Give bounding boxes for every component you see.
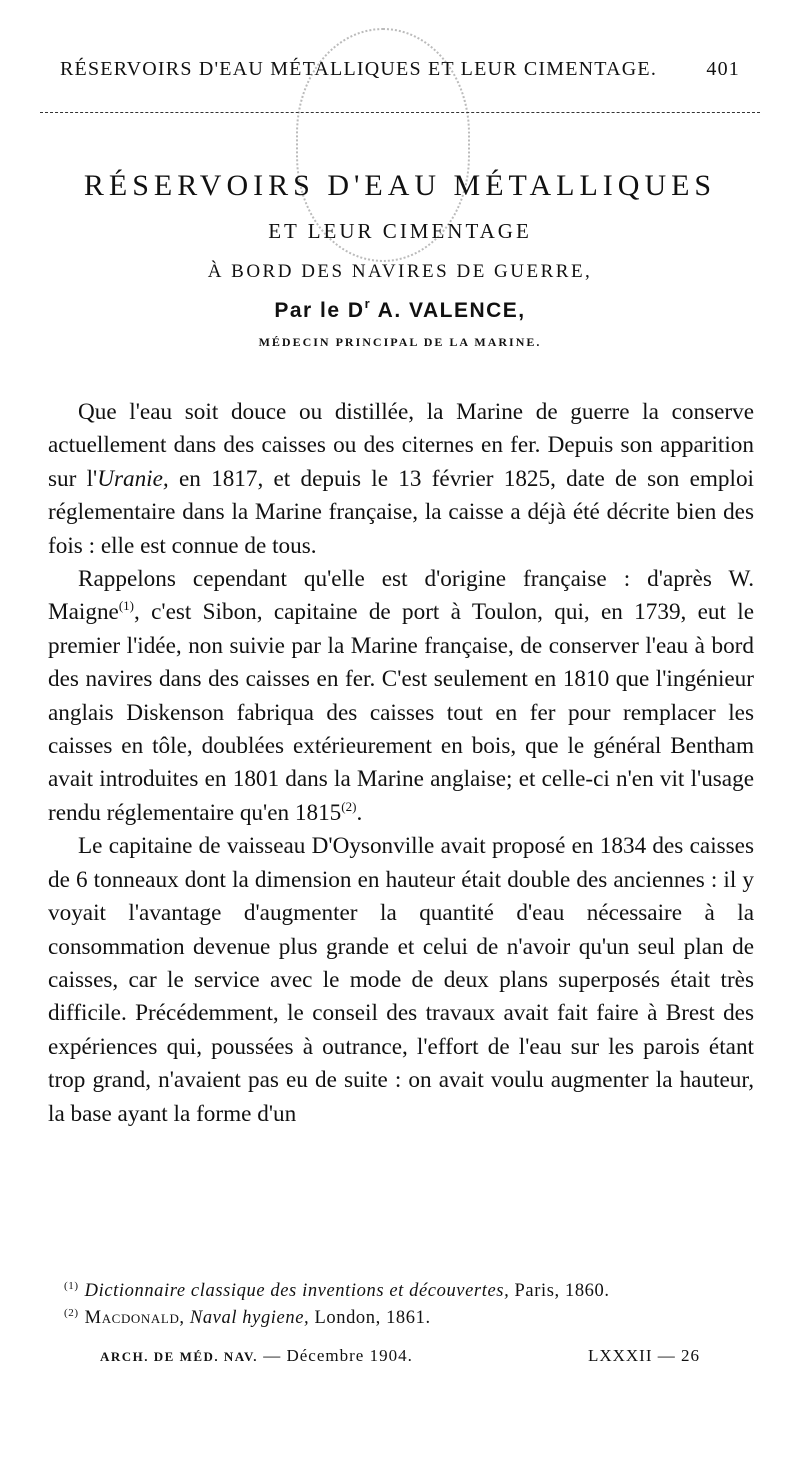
footnote-ref-2: (2) bbox=[341, 798, 357, 814]
running-head bbox=[60, 58, 740, 81]
footnote-1 bbox=[64, 1278, 740, 1305]
imprint-line bbox=[100, 1346, 700, 1366]
running-head-title: RÉSERVOIRS D'EAU MÉTALLIQUES ET LEUR CIMENTAGE. bbox=[60, 58, 658, 80]
paragraph-1-text-a: Que l'eau soit douce ou distillée, la Marine de guerre la conserve actuellement dans des caisses ou des citernes en fer. Depuis son apparition sur l' bbox=[48, 399, 754, 492]
footnotes bbox=[64, 1278, 740, 1332]
footnote-ref-1: (1) bbox=[118, 598, 135, 614]
footnote-1-rest: Paris, 1860. bbox=[509, 1281, 610, 1301]
footnote-2-title: Naval hygiene, bbox=[184, 1308, 310, 1328]
paragraph-2-text-a: Rappelons cependant qu'elle est d'origine française : d'après W. Maigne bbox=[48, 566, 754, 626]
article-title-block bbox=[40, 168, 760, 350]
paragraph-2-text-b: , c'est Sibon, capitaine de port à Toulon, qui, en 1739, eut le premier l'idée, non suivie par la Marine française, de conserver l'eau à bord des navires dans des caisses en fer. C'est seulement en 1810 que l'ingénieur anglais Diskenson fabriqua des caisses tout en fer pour remplacer les caisses en tôle, doublées extérieurement en bois, que le général Bentham avait introduites en 1801 dans la Marine anglaise; et celle-ci n'en vit l'usage rendu réglementaire qu'en 1815 bbox=[48, 599, 754, 826]
header-rule bbox=[40, 112, 760, 113]
article-title-line-1: RÉSERVOIRS D'EAU MÉTALLIQUES bbox=[83, 169, 717, 202]
author-name: A. VALENCE, bbox=[371, 299, 526, 322]
paragraph-1-text-b: en 1817, et depuis le 13 février 1825, date de son emploi réglementaire dans la Marine française, la caisse a déjà été décrite bien des fois : elle est connue de tous. bbox=[48, 465, 754, 559]
page-number: 401 bbox=[706, 58, 740, 80]
article-title-line-2: ET LEUR CIMENTAGE bbox=[268, 219, 532, 243]
footnote-2-mark: (2) bbox=[64, 1307, 79, 1319]
imprint-source: ARCH. DE MÉD. NAV. bbox=[100, 1349, 258, 1364]
paragraph-2 bbox=[48, 563, 754, 830]
author-prefix-sup: r bbox=[364, 296, 372, 311]
footnote-1-mark: (1) bbox=[64, 1280, 79, 1292]
imprint-source-date bbox=[100, 1346, 413, 1366]
paragraph-1 bbox=[48, 396, 754, 563]
imprint-volume: LXXXII — 26 bbox=[587, 1346, 700, 1365]
author-prefix: Par le D bbox=[274, 299, 365, 322]
imprint-date: — Décembre 1904. bbox=[263, 1346, 413, 1365]
footnote-2-rest: London, 1861. bbox=[309, 1308, 431, 1328]
ship-name-uranie: Uranie, bbox=[97, 465, 169, 492]
article-title-line-3: À BORD DES NAVIRES DE GUERRE, bbox=[207, 261, 593, 282]
footnote-2 bbox=[64, 1305, 740, 1332]
footnote-1-title: Dictionnaire classique des inventions et découvertes, bbox=[84, 1281, 510, 1301]
footnote-2-author: Macdonald, bbox=[84, 1308, 185, 1328]
paragraph-2-text-c: . bbox=[356, 799, 363, 826]
article-body bbox=[48, 396, 754, 1131]
author-title: MÉDECIN PRINCIPAL DE LA MARINE. bbox=[258, 335, 542, 349]
author-line bbox=[40, 298, 760, 324]
paragraph-3: Le capitaine de vaisseau D'Oysonville avait proposé en 1834 des caisses de 6 tonneaux dont la dimension en hauteur était double des anciennes : il y voyait l'avantage d'augmenter la quantité d'eau nécessaire à la consommation devenue plus grande et celui de n'avoir qu'un seul plan de caisses, car le service avec le mode de deux plans superposés était très difficile. Précédemment, le conseil des travaux avait fait faire à Brest des expériences qui, poussées à outrance, l'effort de l'eau sur les parois étant trop grand, n'avaient pas eu de suite : on avait voulu augmenter la hauteur, la base ayant la forme d'un bbox=[48, 833, 754, 1127]
